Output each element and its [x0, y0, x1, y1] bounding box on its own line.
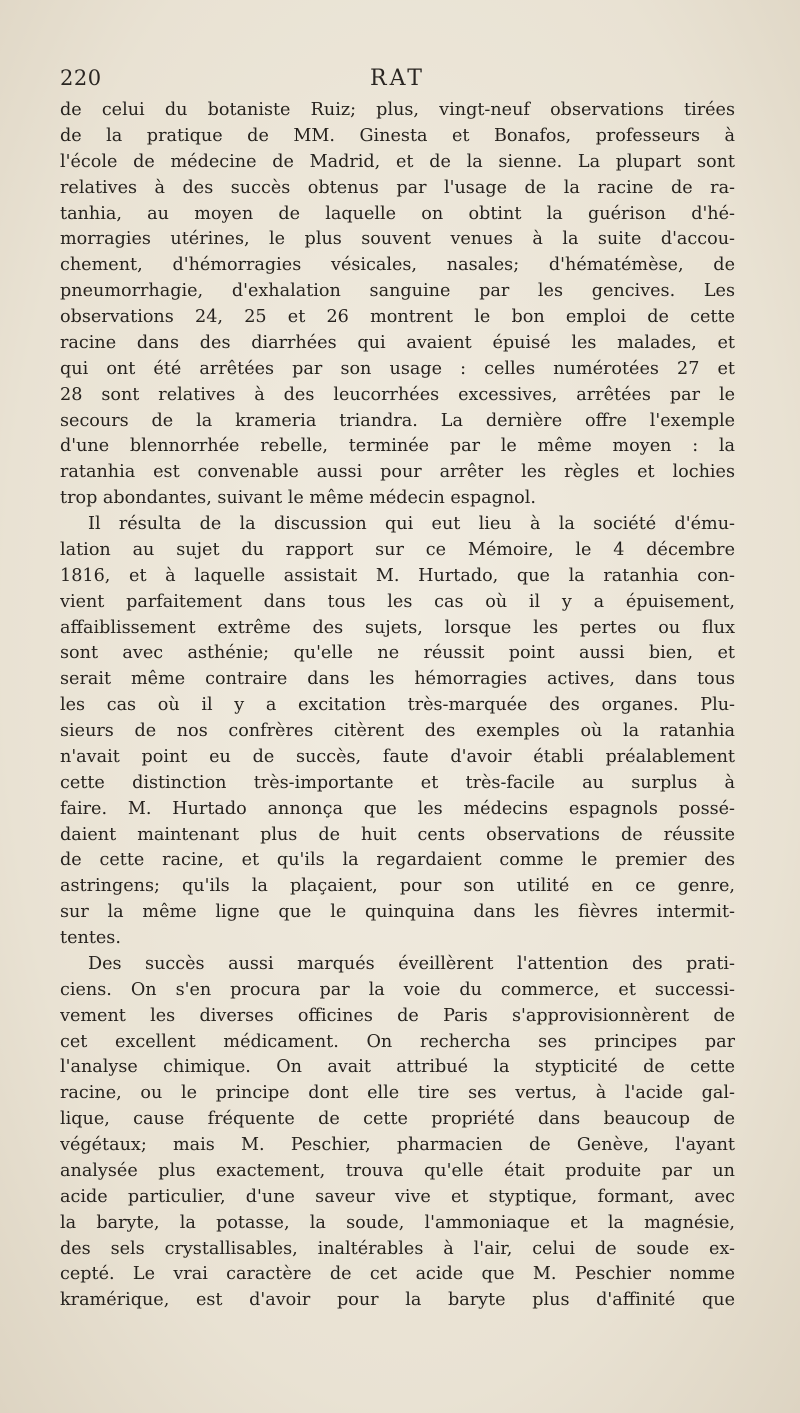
text-line: tanhia, au moyen de laquelle on obtint la guérison d'hé- [60, 203, 735, 224]
text-line: d'une blennorrhée rebelle, terminée par le même moyen : la [60, 436, 735, 457]
text-line: n'avait point eu de succès, faute d'avoir établi préalablement [60, 746, 735, 767]
text-line: observations 24, 25 et 26 montrent le bon emploi de cette [60, 307, 735, 327]
text-line: de la pratique de MM. Ginesta et Bonafos, professeurs à [60, 125, 735, 146]
text-line: tentes. [60, 928, 121, 948]
text-line: cepté. Le vrai caractère de cet acide que M. Peschier nomme [60, 1264, 735, 1285]
text-line: lique, cause fréquente de cette propriété dans beaucoup de [60, 1109, 735, 1130]
text-line: racine dans des diarrhées qui avaient épuisé les malades, et [60, 332, 735, 353]
text-line: kramérique, est d'avoir pour la baryte plus d'affinité que [60, 1290, 735, 1311]
text-line: sieurs de nos confrères citèrent des exemples où la ratanhia [60, 721, 735, 741]
text-line: serait même contraire dans les hémorragies actives, dans tous [60, 669, 735, 690]
body-text [60, 98, 735, 1314]
page-header [60, 66, 735, 96]
text-line: faire. M. Hurtado annonça que les médecins espagnols possé- [60, 798, 735, 819]
text-line: analysée plus exactement, trouva qu'elle était produite par un [60, 1160, 735, 1181]
text-line: vement les diverses officines de Paris s'approvisionnèrent de [60, 1005, 735, 1026]
text-line: végétaux; mais M. Peschier, pharmacien de Genève, l'ayant [60, 1135, 735, 1155]
text-line: qui ont été arrêtées par son usage : celles numérotées 27 et [60, 358, 735, 379]
text-line: secours de la krameria triandra. La dernière offre l'exemple [60, 410, 735, 431]
text-line: pneumorrhagie, d'exhalation sanguine par les gencives. Les [60, 281, 735, 302]
text-line: 28 sont relatives à des leucorrhées excessives, arrêtées par le [60, 384, 735, 405]
text-line: sur la même ligne que le quinquina dans les fièvres intermit- [60, 902, 735, 923]
text-line: ratanhia est convenable aussi pour arrêter les règles et lochies [60, 462, 735, 483]
text-line: Des succès aussi marqués éveillèrent l'attention des prati- [88, 953, 735, 974]
text-line: 1816, et à laquelle assistait M. Hurtado, que la ratanhia con- [60, 565, 735, 586]
text-line: de celui du botaniste Ruiz; plus, vingt-neuf observations tirées [60, 100, 735, 120]
text-line: racine, ou le principe dont elle tire ses vertus, à l'acide gal- [60, 1083, 735, 1104]
text-line: l'école de médecine de Madrid, et de la sienne. La plupart sont [60, 151, 735, 172]
text-line: astringens; qu'ils la plaçaient, pour son utilité en ce genre, [60, 876, 735, 897]
text-line: chement, d'hémorragies vésicales, nasales; d'hématémèse, de [60, 255, 735, 276]
text-line: Il résulta de la discussion qui eut lieu à la société d'ému- [88, 514, 735, 534]
text-line: lation au sujet du rapport sur ce Mémoire, le 4 décembre [60, 539, 735, 560]
text-line: vient parfaitement dans tous les cas où il y a épuisement, [60, 591, 735, 612]
text-line: acide particulier, d'une saveur vive et styptique, formant, avec [60, 1186, 735, 1207]
text-line: sont avec asthénie; qu'elle ne réussit point aussi bien, et [60, 643, 735, 664]
text-line: cet excellent médicament. On rechercha ses principes par [60, 1031, 735, 1052]
text-line: morragies utérines, le plus souvent venues à la suite d'accou- [60, 229, 735, 250]
text-line: trop abondantes, suivant le même médecin espagnol. [60, 488, 536, 509]
text-line: de cette racine, et qu'ils la regardaient comme le premier des [60, 850, 735, 871]
text-line: des sels crystallisables, inaltérables à l'air, celui de soude ex- [60, 1238, 735, 1259]
text-line: la baryte, la potasse, la soude, l'ammoniaque et la magnésie, [60, 1212, 735, 1233]
text-line: l'analyse chimique. On avait attribué la stypticité de cette [60, 1057, 735, 1078]
text-line: ciens. On s'en procura par la voie du commerce, et successi- [60, 979, 735, 1000]
text-line: relatives à des succès obtenus par l'usage de la racine de ra- [60, 177, 735, 198]
page-number: 220 [60, 66, 102, 90]
text-line: affaiblissement extrême des sujets, lorsque les pertes ou flux [60, 617, 735, 638]
text-line: les cas où il y a excitation très-marquée des organes. Plu- [60, 695, 735, 716]
text-line: daient maintenant plus de huit cents observations de réussite [60, 824, 735, 845]
running-head: RAT [370, 66, 425, 91]
text-line: cette distinction très-importante et très-facile au surplus à [60, 772, 735, 793]
